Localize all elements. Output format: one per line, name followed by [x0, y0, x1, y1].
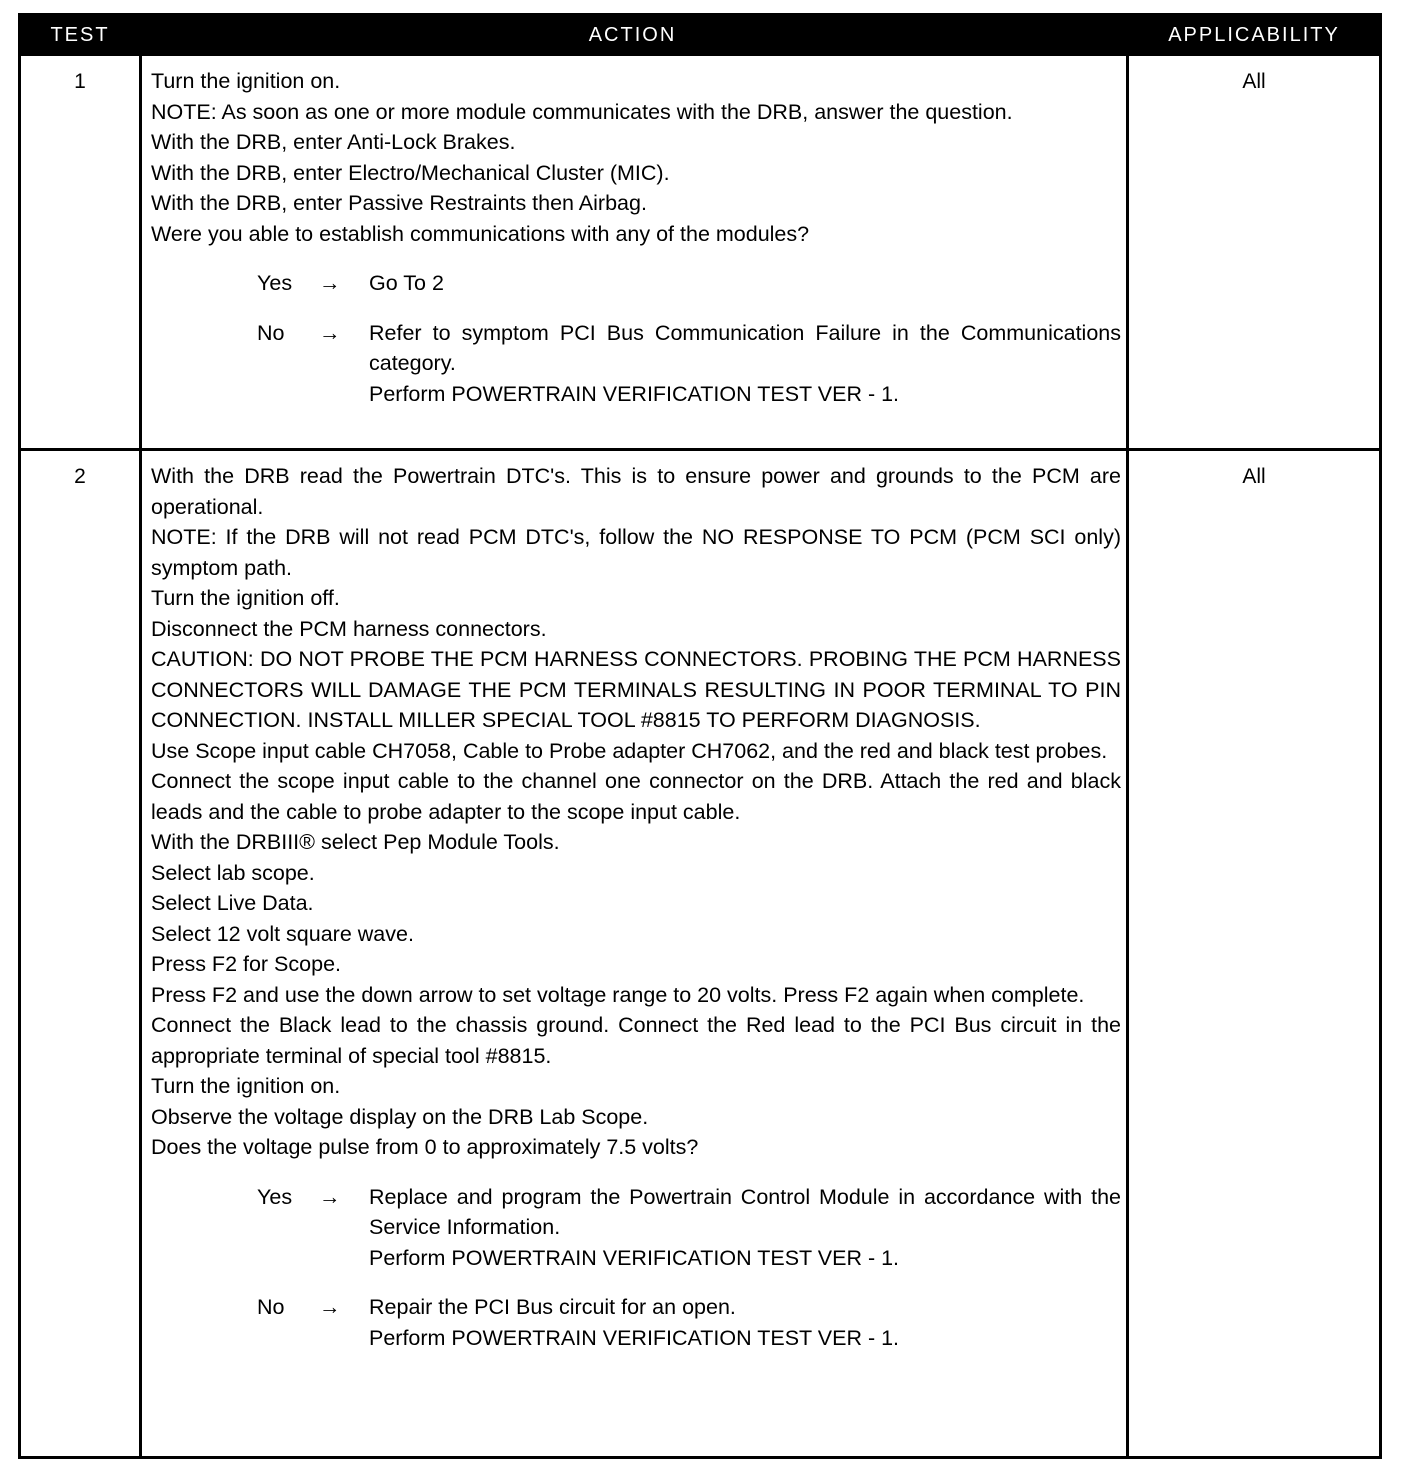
action-line: Were you able to establish communications with any of the modules?: [151, 221, 810, 246]
action-text: [151, 461, 1121, 1353]
result-line: Perform POWERTRAIN VERIFICATION TEST VER - 1.: [369, 381, 900, 406]
action-line: Select lab scope.: [151, 860, 315, 885]
test-number: 2: [74, 465, 86, 488]
action-line: Turn the ignition on.: [151, 1074, 341, 1098]
result-line: Go To 2: [369, 271, 444, 295]
header-applicability: APPLICABILITY: [1168, 24, 1340, 46]
action-line: Observe the voltage display on the DRB Lab Scope.: [151, 1104, 649, 1129]
action-line: With the DRB, enter Passive Restraints then Airbag.: [151, 191, 647, 215]
result-line: Perform POWERTRAIN VERIFICATION TEST VER - 1.: [369, 1325, 900, 1350]
action-line: With the DRB read the Powertrain DTC's. This is to ensure power and grounds to the PCM are operational.: [151, 464, 1121, 519]
no-label: No: [257, 320, 285, 345]
yes-option: [151, 268, 1121, 299]
applicability-value: All: [1242, 70, 1266, 93]
yes-label: Yes: [257, 1184, 293, 1209]
action-line: Turn the ignition on.: [151, 69, 341, 93]
applicability-value: All: [1242, 465, 1266, 488]
test-number: 1: [74, 70, 86, 93]
no-result: [369, 318, 1121, 410]
action-line: Does the voltage pulse from 0 to approximately 7.5 volts?: [151, 1135, 699, 1159]
header-action: ACTION: [588, 24, 677, 46]
arrow-icon: →: [319, 271, 341, 295]
yes-result: [369, 1182, 1121, 1274]
no-result: [369, 1292, 1121, 1353]
action-line: Select Live Data.: [151, 891, 314, 915]
action-line: NOTE: As soon as one or more module communicates with the DRB, answer the question.: [151, 99, 1013, 124]
table-header: [21, 16, 1379, 56]
action-line: Select 12 volt square wave.: [151, 921, 414, 946]
yes-result: [369, 268, 1121, 299]
result-line: Refer to symptom PCI Bus Communication Failure in the Communications category.: [369, 320, 1121, 375]
header-test: TEST: [50, 24, 110, 46]
result-line: Repair the PCI Bus circuit for an open.: [369, 1295, 736, 1319]
arrow-icon: →: [319, 320, 341, 345]
action-line: With the DRBIII® select Pep Module Tools.: [151, 830, 560, 854]
action-line: Connect the Black lead to the chassis ground. Connect the Red lead to the PCI Bus circuit in the appropriate terminal of special tool #8815.: [151, 1013, 1121, 1068]
action-line: With the DRB, enter Electro/Mechanical Cluster (MIC).: [151, 160, 670, 185]
action-line: Disconnect the PCM harness connectors.: [151, 616, 547, 641]
action-line: Connect the scope input cable to the channel one connector on the DRB. Attach the red and black leads and the cable to probe adapter to the scope input cable.: [151, 769, 1121, 824]
yes-label: Yes: [257, 271, 293, 295]
action-text: [151, 66, 1121, 409]
no-option: [151, 318, 1121, 410]
result-line: Perform POWERTRAIN VERIFICATION TEST VER - 1.: [369, 1245, 900, 1270]
result-line: Replace and program the Powertrain Control Module in accordance with the Service Information.: [369, 1184, 1121, 1239]
column-divider: [1126, 56, 1129, 1456]
column-divider: [139, 56, 142, 1456]
no-label: No: [257, 1295, 285, 1319]
arrow-icon: →: [319, 1184, 341, 1209]
action-line: Use Scope input cable CH7058, Cable to Probe adapter CH7062, and the red and black test probes.: [151, 738, 1108, 763]
diagnostic-table: [18, 13, 1382, 1459]
no-option: [151, 1292, 1121, 1353]
caution-line: CAUTION: DO NOT PROBE THE PCM HARNESS CONNECTORS. PROBING THE PCM HARNESS CONNECTORS WILL DAMAGE THE PCM TERMINALS RESULTING IN POOR TERMINAL TO PIN CONNECTION. INSTALL MILLER SPECIAL TOOL #8815 TO PERFORM DIAGNOSIS.: [151, 647, 1121, 732]
action-line: Turn the ignition off.: [151, 586, 340, 610]
action-line: With the DRB, enter Anti-Lock Brakes.: [151, 130, 516, 154]
yes-option: [151, 1182, 1121, 1274]
arrow-icon: →: [319, 1295, 341, 1319]
action-line: Press F2 for Scope.: [151, 952, 341, 976]
action-line: Press F2 and use the down arrow to set voltage range to 20 volts. Press F2 again when complete.: [151, 982, 1085, 1007]
action-line: NOTE: If the DRB will not read PCM DTC's, follow the NO RESPONSE TO PCM (PCM SCI only) symptom path.: [151, 525, 1121, 580]
row-divider: [21, 448, 1379, 451]
